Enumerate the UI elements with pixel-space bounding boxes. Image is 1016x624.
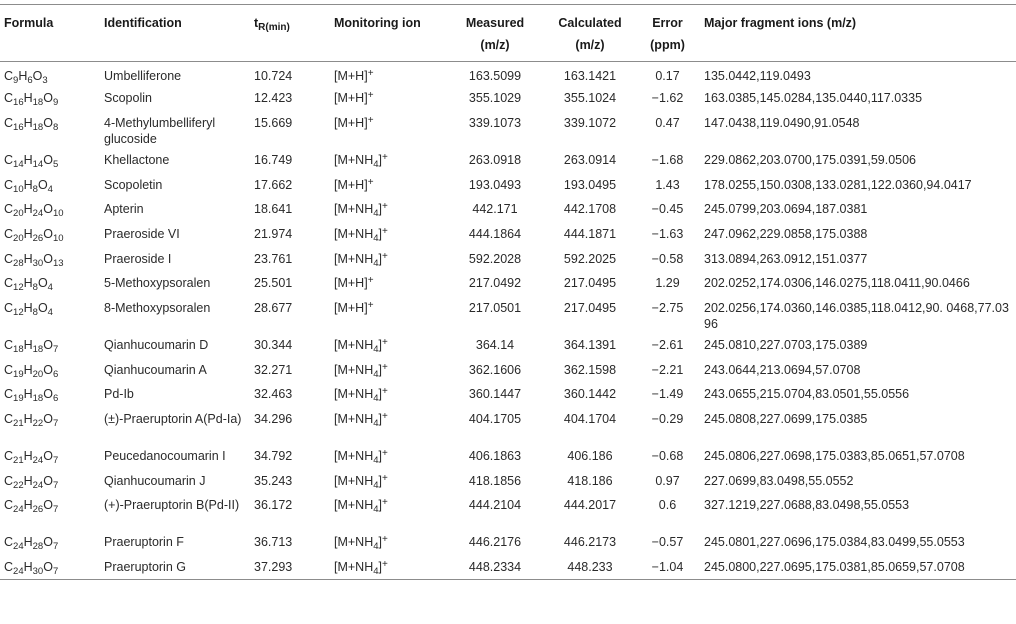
formula-cell: $C_{10}H_8O_4$ bbox=[4, 177, 53, 195]
formula-cell: $C_{16}H_{18}O_9$ bbox=[4, 91, 59, 109]
fragments-cell: 135.0442,119.0493 bbox=[704, 69, 811, 83]
fragments-cell: 227.0699,83.0498,55.0552 bbox=[704, 473, 854, 488]
fragments-cell: 247.0962,229.0858,175.0388 bbox=[704, 226, 868, 241]
fragments-cell: 245.0806,227.0698,175.0383,85.0651,57.0708 bbox=[704, 449, 965, 464]
measured-cell: 339.1073 bbox=[468, 115, 522, 130]
measured-cell: 444.2104 bbox=[468, 498, 522, 513]
table-row bbox=[0, 469, 1016, 494]
header-error: Error (ppm) bbox=[650, 16, 685, 52]
table-row bbox=[0, 173, 1016, 198]
header-formula: Formula bbox=[4, 16, 54, 30]
error-cell: 1.43 bbox=[655, 177, 680, 192]
measured-cell: 263.0918 bbox=[468, 152, 522, 167]
monitoring-ion-cell: $[M+NH_4]^+$ bbox=[334, 559, 388, 578]
identification-cell: Peucedanocoumarin I bbox=[104, 449, 226, 464]
calculated-cell: 360.1442 bbox=[563, 387, 617, 402]
measured-cell: 193.0493 bbox=[468, 177, 522, 192]
monitoring-ion-cell: $[M+NH_4]^+$ bbox=[334, 472, 388, 491]
retention-time-cell: 34.792 bbox=[254, 449, 293, 464]
identification-cell: Praeroside VI bbox=[104, 226, 180, 241]
error-cell: −1.68 bbox=[651, 152, 684, 167]
error-cell: 0.97 bbox=[655, 473, 680, 488]
calculated-cell: 446.2173 bbox=[563, 535, 617, 550]
calculated-cell: 444.1871 bbox=[563, 226, 617, 241]
retention-time-cell: 18.641 bbox=[254, 202, 293, 217]
formula-cell: $C_{24}H_{26}O_7$ bbox=[4, 498, 59, 516]
error-cell: −0.68 bbox=[651, 449, 684, 464]
formula-cell: $C_{28}H_{30}O_{13}$ bbox=[4, 251, 64, 269]
calculated-cell: 217.0495 bbox=[563, 301, 617, 315]
header-monitoring-ion: Monitoring ion bbox=[334, 16, 421, 30]
fragments-cell: 245.0810,227.0703,175.0389 bbox=[704, 338, 868, 352]
retention-time-cell: 30.344 bbox=[254, 338, 293, 352]
calculated-cell: 418.186 bbox=[567, 473, 613, 488]
formula-cell: $C_{14}H_{14}O_5$ bbox=[4, 152, 59, 170]
fragments-cell: 229.0862,203.0700,175.0391,59.0506 bbox=[704, 152, 917, 167]
fragments-cell: 147.0438,119.0490,91.0548 bbox=[704, 115, 860, 130]
error-cell: −0.45 bbox=[651, 202, 684, 217]
fragments-cell: 243.0655,215.0704,83.0501,55.0556 bbox=[704, 387, 910, 402]
measured-cell: 217.0501 bbox=[468, 301, 522, 315]
table-row bbox=[0, 247, 1016, 272]
table-row bbox=[0, 333, 1016, 358]
monitoring-ion-cell: $[M+NH_4]^+$ bbox=[334, 201, 388, 220]
table-row bbox=[0, 111, 1016, 148]
fragments-cell: 313.0894,263.0912,151.0377 bbox=[704, 251, 868, 266]
error-cell: −2.61 bbox=[651, 338, 684, 352]
fragments-cell: 243.0644,213.0694,57.0708 bbox=[704, 362, 861, 377]
fragments-cell: 178.0255,150.0308,133.0281,122.0360,94.0417 bbox=[704, 177, 972, 192]
error-cell: −1.04 bbox=[651, 560, 684, 575]
measured-cell: 362.1606 bbox=[468, 362, 522, 377]
header-identification: Identification bbox=[104, 16, 182, 30]
table-row bbox=[0, 222, 1016, 247]
error-cell: −1.62 bbox=[651, 91, 684, 106]
error-cell: 0.47 bbox=[655, 115, 680, 130]
error-cell: 0.6 bbox=[658, 498, 677, 513]
identification-cell: Scopolin bbox=[104, 91, 152, 106]
measured-cell: 418.1856 bbox=[468, 473, 522, 488]
identification-cell: Qianhucoumarin D bbox=[104, 338, 209, 352]
header-row bbox=[0, 5, 1016, 62]
calculated-cell: 364.1391 bbox=[563, 338, 617, 352]
error-cell: −2.75 bbox=[651, 301, 684, 315]
formula-cell: $C_{12}H_8O_4$ bbox=[4, 301, 53, 318]
formula-cell: $C_{21}H_{22}O_7$ bbox=[4, 412, 59, 430]
measured-cell: 360.1447 bbox=[468, 387, 522, 402]
calculated-cell: 404.1704 bbox=[563, 412, 617, 427]
calculated-cell: 163.1421 bbox=[563, 69, 617, 83]
table-row bbox=[0, 148, 1016, 173]
measured-cell: 446.2176 bbox=[468, 535, 522, 550]
error-cell: 1.29 bbox=[655, 276, 680, 291]
retention-time-cell: 36.713 bbox=[254, 535, 293, 550]
header-retention-time: $t_{R(min)}$ bbox=[254, 16, 290, 33]
calculated-cell: 339.1072 bbox=[563, 115, 617, 130]
retention-time-cell: 34.296 bbox=[254, 412, 293, 427]
calculated-cell: 362.1598 bbox=[563, 362, 617, 377]
error-cell: −0.29 bbox=[651, 412, 684, 427]
formula-cell: $C_{18}H_{18}O_7$ bbox=[4, 338, 59, 355]
retention-time-cell: 35.243 bbox=[254, 473, 293, 488]
measured-cell: 448.2334 bbox=[468, 560, 522, 575]
formula-cell: $C_{21}H_{24}O_7$ bbox=[4, 449, 59, 467]
measured-cell: 355.1029 bbox=[468, 91, 522, 106]
measured-cell: 406.1863 bbox=[468, 449, 522, 464]
identification-cell: Khellactone bbox=[104, 152, 170, 167]
fragments-cell: 202.0256,174.0360,146.0385,118.0412,90. 0468,77.0396 bbox=[704, 301, 1009, 331]
fragments-cell: 202.0252,174.0306,146.0275,118.0411,90.0466 bbox=[704, 276, 970, 291]
table-row bbox=[0, 382, 1016, 407]
identification-cell: 4-Methylumbelliferyl glucoside bbox=[104, 115, 216, 146]
identification-cell: Qianhucoumarin J bbox=[104, 473, 206, 488]
fragments-cell: 245.0801,227.0696,175.0384,83.0499,55.0553 bbox=[704, 535, 965, 550]
measured-cell: 592.2028 bbox=[468, 251, 522, 266]
table-row bbox=[0, 530, 1016, 555]
formula-cell: $C_9H_6O_3$ bbox=[4, 69, 48, 86]
identification-cell: Pd-Ib bbox=[104, 387, 134, 402]
error-cell: −0.57 bbox=[651, 535, 684, 550]
identification-cell: Qianhucoumarin A bbox=[104, 362, 207, 377]
fragments-cell: 163.0385,145.0284,135.0440,117.0335 bbox=[704, 91, 923, 106]
identification-cell: 5-Methoxypsoralen bbox=[104, 276, 211, 291]
formula-cell: $C_{24}H_{30}O_7$ bbox=[4, 560, 59, 578]
retention-time-cell: 28.677 bbox=[254, 301, 293, 315]
identification-cell: (+)-Praeruptorin B(Pd-II) bbox=[104, 498, 240, 513]
formula-cell: $C_{19}H_{18}O_6$ bbox=[4, 387, 59, 405]
measured-cell: 442.171 bbox=[472, 202, 518, 217]
error-cell: 0.17 bbox=[655, 69, 680, 83]
table-row bbox=[0, 62, 1016, 87]
retention-time-cell: 23.761 bbox=[254, 251, 293, 266]
calculated-cell: 193.0495 bbox=[563, 177, 617, 192]
error-cell: −1.63 bbox=[651, 226, 684, 241]
calculated-cell: 217.0495 bbox=[563, 276, 617, 291]
identification-cell: Praeruptorin G bbox=[104, 560, 186, 575]
header-calculated: Calculated (m/z) bbox=[558, 16, 622, 52]
retention-time-cell: 16.749 bbox=[254, 152, 293, 167]
table-row bbox=[0, 296, 1016, 333]
monitoring-ion-cell: $[M+NH_4]^+$ bbox=[334, 534, 388, 553]
retention-time-cell: 17.662 bbox=[254, 177, 293, 192]
monitoring-ion-cell: $[M+NH_4]^+$ bbox=[334, 250, 388, 269]
calculated-cell: 442.1708 bbox=[563, 202, 617, 217]
formula-cell: $C_{20}H_{24}O_{10}$ bbox=[4, 202, 64, 220]
monitoring-ion-cell: [M+H]+ bbox=[334, 300, 374, 315]
formula-cell: $C_{16}H_{18}O_8$ bbox=[4, 115, 59, 133]
compound-table bbox=[0, 4, 1016, 580]
error-cell: −0.58 bbox=[651, 251, 684, 266]
monitoring-ion-cell: $[M+NH_4]^+$ bbox=[334, 497, 388, 516]
table-row bbox=[0, 407, 1016, 444]
identification-cell: Umbelliferone bbox=[104, 69, 182, 83]
fragments-cell: 327.1219,227.0688,83.0498,55.0553 bbox=[704, 498, 910, 513]
measured-cell: 364.14 bbox=[475, 338, 515, 352]
formula-cell: $C_{20}H_{26}O_{10}$ bbox=[4, 226, 64, 244]
monitoring-ion-cell: $[M+NH_4]^+$ bbox=[334, 225, 388, 244]
error-cell: −2.21 bbox=[651, 362, 684, 377]
retention-time-cell: 36.172 bbox=[254, 498, 293, 513]
measured-cell: 444.1864 bbox=[468, 226, 522, 241]
header-measured: Measured (m/z) bbox=[465, 16, 525, 52]
identification-cell: Scopoletin bbox=[104, 177, 163, 192]
table-body bbox=[0, 62, 1016, 580]
monitoring-ion-cell: [M+H]+ bbox=[334, 90, 374, 106]
fragments-cell: 245.0808,227.0699,175.0385 bbox=[704, 412, 868, 427]
fragments-cell: 245.0800,227.0695,175.0381,85.0659,57.0708 bbox=[704, 560, 965, 575]
monitoring-ion-cell: $[M+NH_4]^+$ bbox=[334, 386, 388, 405]
retention-time-cell: 15.669 bbox=[254, 115, 293, 130]
table-row bbox=[0, 86, 1016, 111]
table-row bbox=[0, 493, 1016, 530]
identification-cell: Praeroside I bbox=[104, 251, 172, 266]
calculated-cell: 406.186 bbox=[567, 449, 613, 464]
identification-cell: Praeruptorin F bbox=[104, 535, 184, 550]
table-row bbox=[0, 444, 1016, 469]
monitoring-ion-cell: $[M+NH_4]^+$ bbox=[334, 337, 388, 355]
identification-cell: Apterin bbox=[104, 202, 144, 217]
formula-cell: $C_{12}H_8O_4$ bbox=[4, 276, 53, 294]
calculated-cell: 592.2025 bbox=[563, 251, 617, 266]
calculated-cell: 263.0914 bbox=[563, 152, 617, 167]
formula-cell: $C_{19}H_{20}O_6$ bbox=[4, 362, 59, 380]
calculated-cell: 355.1024 bbox=[563, 91, 617, 106]
measured-cell: 404.1705 bbox=[468, 412, 522, 427]
formula-cell: $C_{22}H_{24}O_7$ bbox=[4, 473, 59, 491]
monitoring-ion-cell: [M+H]+ bbox=[334, 275, 374, 291]
identification-cell: 8-Methoxypsoralen bbox=[104, 301, 211, 315]
monitoring-ion-cell: [M+H]+ bbox=[334, 68, 374, 83]
retention-time-cell: 32.463 bbox=[254, 387, 293, 402]
monitoring-ion-cell: $[M+NH_4]^+$ bbox=[334, 361, 388, 380]
retention-time-cell: 37.293 bbox=[254, 560, 293, 575]
retention-time-cell: 32.271 bbox=[254, 362, 293, 377]
table-row bbox=[0, 555, 1016, 580]
monitoring-ion-cell: [M+H]+ bbox=[334, 176, 374, 192]
monitoring-ion-cell: [M+H]+ bbox=[334, 114, 374, 130]
retention-time-cell: 21.974 bbox=[254, 226, 293, 241]
monitoring-ion-cell: $[M+NH_4]^+$ bbox=[334, 411, 388, 430]
monitoring-ion-cell: $[M+NH_4]^+$ bbox=[334, 448, 388, 467]
fragments-cell: 245.0799,203.0694,187.0381 bbox=[704, 202, 868, 217]
formula-cell: $C_{24}H_{28}O_7$ bbox=[4, 535, 59, 553]
table-row bbox=[0, 197, 1016, 222]
monitoring-ion-cell: $[M+NH_4]^+$ bbox=[334, 151, 388, 170]
retention-time-cell: 10.724 bbox=[254, 69, 293, 83]
table-row bbox=[0, 358, 1016, 383]
identification-cell: (±)-Praeruptorin A(Pd-Ia) bbox=[104, 412, 242, 427]
measured-cell: 163.5099 bbox=[468, 69, 522, 83]
retention-time-cell: 12.423 bbox=[254, 91, 293, 106]
table-row bbox=[0, 271, 1016, 296]
error-cell: −1.49 bbox=[651, 387, 684, 402]
retention-time-cell: 25.501 bbox=[254, 276, 293, 291]
calculated-cell: 448.233 bbox=[567, 560, 613, 575]
calculated-cell: 444.2017 bbox=[563, 498, 617, 513]
header-fragments: Major fragment ions (m/z) bbox=[704, 16, 857, 30]
measured-cell: 217.0492 bbox=[468, 276, 522, 291]
